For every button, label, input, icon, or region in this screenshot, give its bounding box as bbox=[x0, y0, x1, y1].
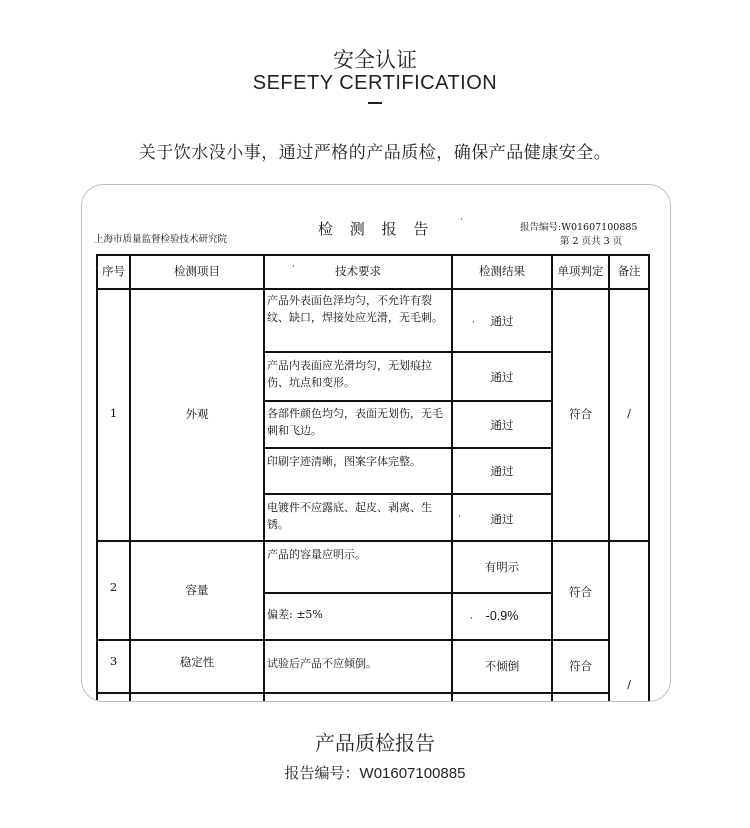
test-result: 通过 bbox=[490, 464, 514, 478]
requirement-text: 偏差: ±5% bbox=[267, 608, 323, 621]
footer-report-number: 报告编号：W01607100885 bbox=[284, 765, 466, 782]
table-rule bbox=[96, 639, 610, 641]
test-result: 通过 bbox=[490, 418, 514, 432]
table-rule bbox=[263, 400, 553, 402]
row-number: 2 bbox=[109, 580, 118, 594]
remark: / bbox=[627, 406, 631, 420]
page-title: 安全认证 bbox=[333, 49, 417, 72]
report-number: 报告编号:W01607100885 bbox=[520, 222, 638, 233]
requirement-text: 产品外表面色泽均匀，不允许有裂纹、缺口，焊接处应光滑，无毛刺。 bbox=[267, 294, 443, 324]
test-result: 通过 bbox=[490, 370, 514, 384]
test-result: 不倾倒 bbox=[484, 659, 520, 673]
test-result: 有明示 bbox=[484, 560, 520, 574]
row-number: 1 bbox=[109, 406, 118, 420]
col-header-verdict: 单项判定 bbox=[557, 264, 604, 278]
requirement-text: 电镀件不应露底、起皮、剥离、生锈。 bbox=[267, 501, 432, 531]
requirement-text: 产品内表面应光滑均匀，无划痕拉伤、坑点和变形。 bbox=[267, 359, 432, 389]
row-number: 3 bbox=[109, 654, 118, 668]
test-item: 稳定性 bbox=[179, 655, 215, 669]
col-header-remark: 备注 bbox=[617, 264, 641, 278]
inspection-table bbox=[96, 254, 650, 702]
table-rule bbox=[263, 351, 553, 353]
table-rule bbox=[263, 447, 553, 449]
col-header-no: 序号 bbox=[102, 264, 125, 278]
requirement-text: 产品的容量应明示。 bbox=[267, 548, 366, 561]
scan-speck: · bbox=[472, 318, 475, 328]
verdict: 符合 bbox=[569, 659, 592, 673]
table-rule bbox=[263, 254, 265, 702]
col-header-item: 检测项目 bbox=[174, 264, 220, 278]
test-result: 通过 bbox=[490, 512, 514, 526]
table-rule bbox=[263, 592, 553, 594]
scan-speck: · bbox=[470, 614, 473, 624]
table-rule bbox=[96, 288, 650, 290]
verdict: 符合 bbox=[569, 407, 592, 421]
table-rule bbox=[96, 254, 650, 256]
report-image-card bbox=[81, 184, 671, 702]
test-item: 外观 bbox=[185, 407, 209, 421]
report-title: 检 测 报 告 bbox=[318, 220, 435, 238]
table-rule bbox=[551, 254, 553, 702]
page-subtitle: SEFETY CERTIFICATION bbox=[252, 72, 498, 94]
scan-speck: · bbox=[460, 215, 463, 225]
table-rule bbox=[96, 254, 98, 702]
test-item: 容量 bbox=[185, 583, 209, 597]
col-header-requirement: 技术要求 bbox=[335, 264, 381, 278]
table-rule bbox=[129, 254, 131, 702]
test-result: 通过 bbox=[490, 314, 514, 328]
requirement-text: 试验后产品不应倾倒。 bbox=[267, 657, 377, 670]
title-divider bbox=[368, 102, 382, 104]
table-rule bbox=[96, 692, 610, 694]
table-rule bbox=[96, 540, 650, 542]
verdict: 符合 bbox=[569, 585, 592, 599]
intro-text: 关于饮水没小事，通过严格的产品质检，确保产品健康安全。 bbox=[138, 143, 612, 162]
page-indicator: 第 2 页共 3 页 bbox=[560, 236, 623, 247]
requirement-text: 印刷字迹清晰，图案字体完整。 bbox=[267, 455, 421, 468]
table-rule bbox=[648, 254, 650, 702]
requirement-text: 各部件颜色均匀，表面无划伤，无毛刺和飞边。 bbox=[267, 407, 443, 437]
col-header-result: 检测结果 bbox=[479, 264, 525, 278]
scan-speck: · bbox=[458, 512, 461, 522]
table-rule bbox=[608, 254, 610, 702]
test-report-document bbox=[82, 185, 671, 702]
scan-speck: · bbox=[292, 262, 295, 272]
test-result: -0.9% bbox=[485, 609, 519, 623]
issuing-organization: 上海市质量监督检验技术研究院 bbox=[94, 234, 228, 245]
table-rule bbox=[263, 493, 553, 495]
remark: / bbox=[627, 677, 631, 691]
footer-title: 产品质检报告 bbox=[315, 733, 435, 755]
